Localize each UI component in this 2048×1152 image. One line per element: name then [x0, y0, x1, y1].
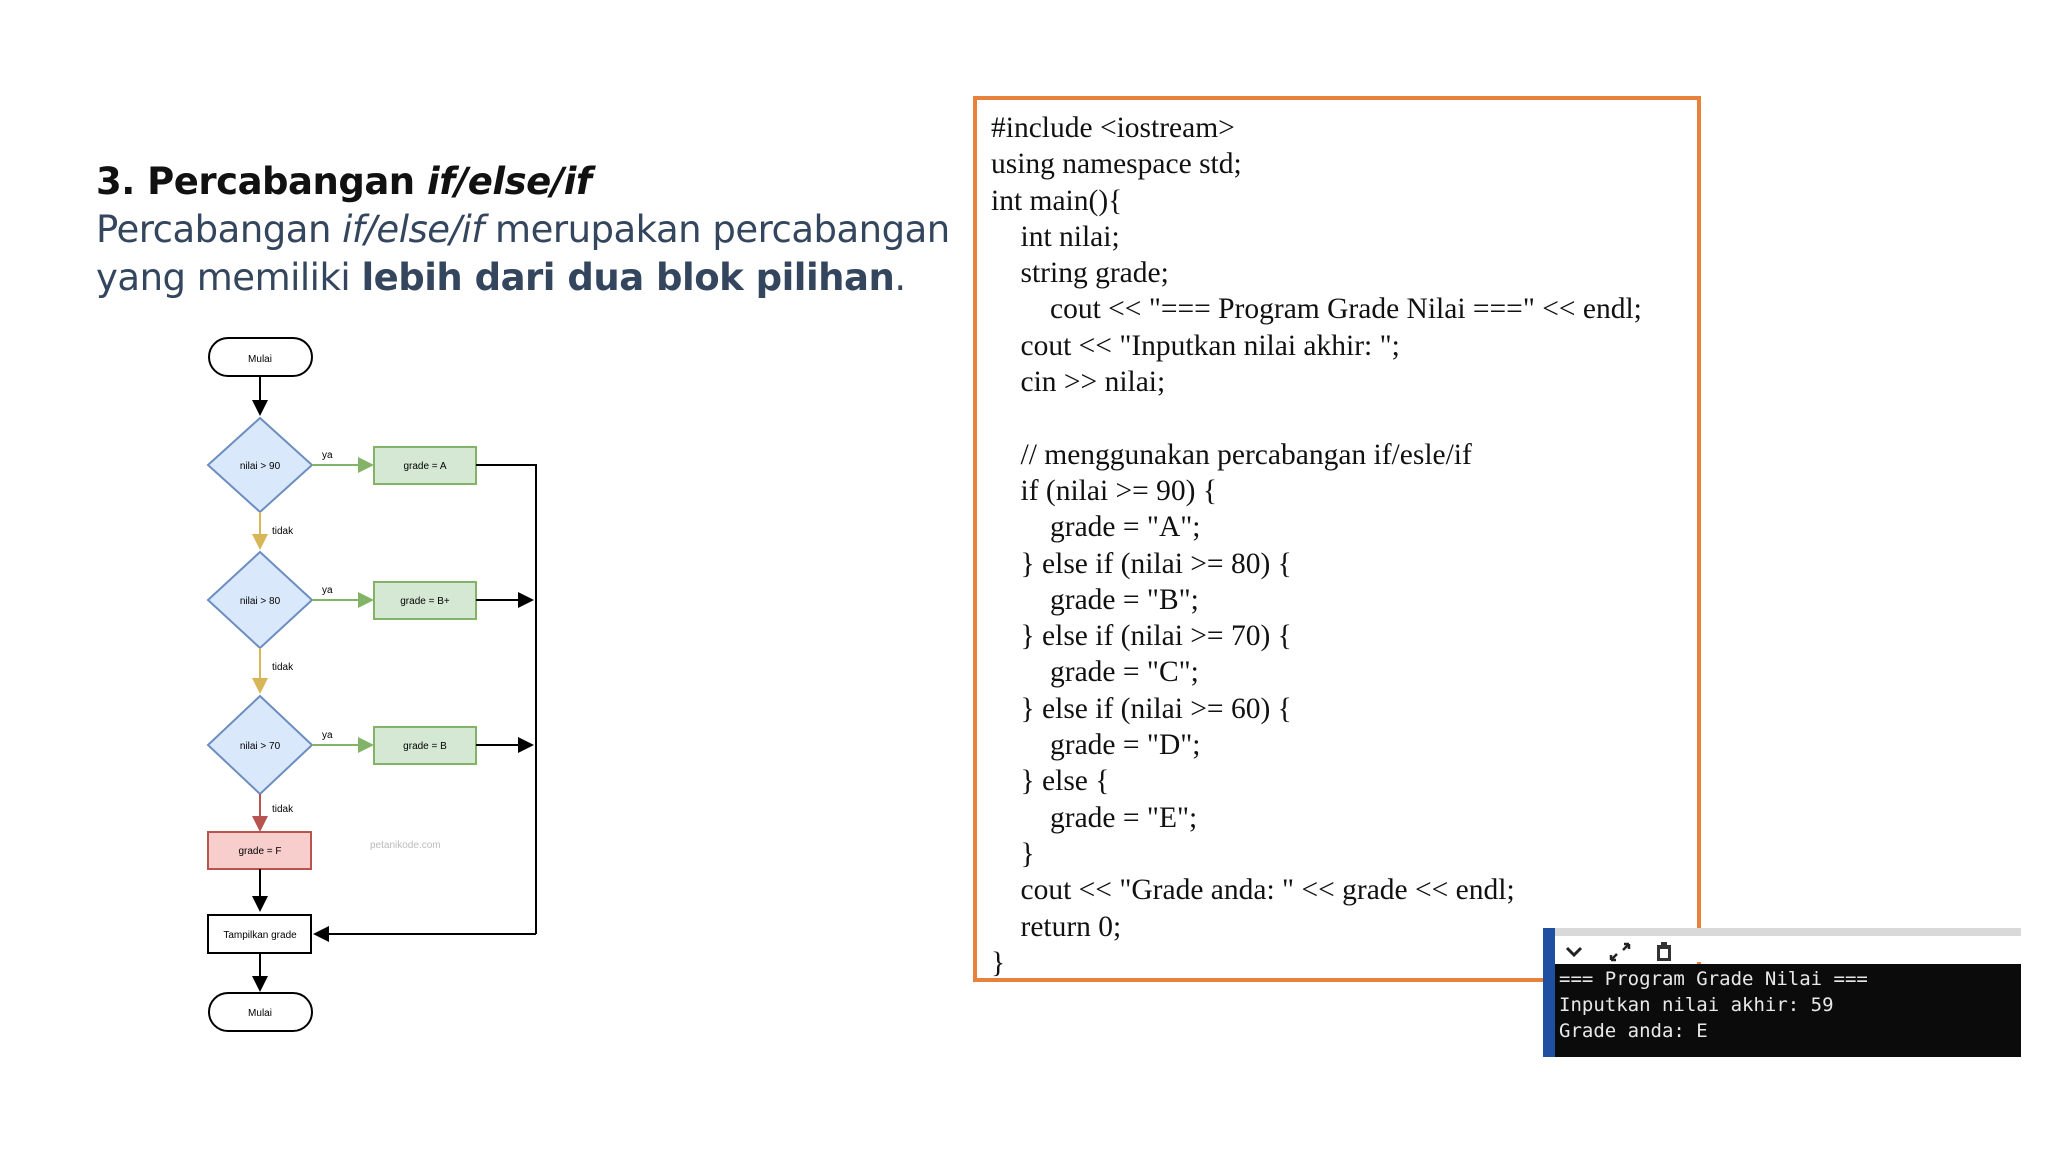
code-line: // menggunakan percabangan if/esle/if [991, 438, 1472, 471]
console-line: === Program Grade Nilai === [1559, 968, 1868, 990]
flow-watermark: petanikode.com [370, 840, 441, 851]
code-line: #include <iostream> [991, 112, 1235, 144]
section-description [96, 206, 976, 302]
no-label-2: tidak [272, 662, 294, 673]
merge-line [476, 465, 536, 934]
else-result-label: grade = F [238, 846, 282, 857]
code-line: cout << "=== Program Grade Nilai ===" << endl; [991, 293, 1642, 326]
section-title-keyword: if/else/if [427, 160, 592, 203]
code-line: } else if (nilai >= 60) { [991, 692, 1292, 725]
yes-label-2: ya [322, 585, 333, 596]
code-line: } [991, 837, 1035, 870]
desc-end: . [894, 256, 906, 299]
code-line: } else { [991, 765, 1110, 798]
slide-heading [96, 158, 976, 302]
console-output [1559, 966, 1868, 1044]
code-listing [973, 96, 1701, 982]
desc-keyword: if/else/if [342, 208, 484, 251]
code-line: using namespace std; [991, 148, 1242, 181]
code-line: cout << "Inputkan nilai akhir: "; [991, 329, 1400, 362]
result-label-2: grade = B+ [400, 596, 450, 607]
display-label: Tampilkan grade [223, 930, 297, 941]
clipboard-icon[interactable] [1651, 940, 1677, 964]
console-left-bar [1543, 928, 1555, 1057]
result-label-3: grade = B [403, 741, 447, 752]
console-line: Grade anda: E [1559, 1020, 1708, 1042]
code-line: grade = "B"; [991, 583, 1199, 616]
yes-label-1: ya [322, 450, 333, 461]
result-label-1: grade = A [403, 461, 447, 472]
code-lines [991, 110, 1642, 981]
flow-end-label: Mulai [248, 1008, 272, 1019]
code-line [991, 400, 1642, 436]
code-line: } else if (nilai >= 80) { [991, 547, 1292, 580]
flowchart-diagram [190, 330, 560, 1050]
console-toolbar [1543, 928, 2021, 962]
flow-start-label: Mulai [248, 354, 272, 365]
desc-bold: lebih dari dua blok pilihan [361, 256, 895, 299]
no-label-1: tidak [272, 526, 294, 537]
code-line: int nilai; [991, 220, 1120, 253]
code-line: int main(){ [991, 184, 1123, 217]
chevron-down-icon[interactable] [1561, 940, 1587, 964]
code-line: if (nilai >= 90) { [991, 474, 1218, 507]
code-line: cout << "Grade anda: " << grade << endl; [991, 874, 1515, 907]
decision-label-2: nilai > 80 [239, 596, 281, 607]
yes-label-3: ya [322, 730, 333, 741]
code-line: grade = "C"; [991, 656, 1199, 689]
decision-label-3: nilai > 70 [239, 741, 281, 752]
code-line: cin >> nilai; [991, 366, 1166, 399]
code-line: grade = "A"; [991, 511, 1201, 544]
code-line: string grade; [991, 257, 1169, 290]
code-line: grade = "D"; [991, 729, 1201, 762]
section-title-number: 3. Percabangan [96, 160, 428, 203]
decision-label-1: nilai > 90 [239, 461, 281, 472]
code-line: grade = "E"; [991, 801, 1198, 834]
no-label-3: tidak [272, 804, 294, 815]
desc-middle: merupakan percabangan yang memiliki [96, 208, 950, 299]
code-line: return 0; [991, 910, 1122, 943]
console-line: Inputkan nilai akhir: 59 [1559, 994, 1834, 1016]
expand-icon[interactable] [1607, 940, 1633, 964]
console-screen [1555, 964, 2021, 1057]
code-line: } else if (nilai >= 70) { [991, 620, 1292, 653]
console-window [1543, 928, 2021, 1057]
section-title [96, 158, 976, 206]
desc-prefix: Percabangan [96, 208, 343, 251]
code-line: } [991, 946, 1006, 979]
